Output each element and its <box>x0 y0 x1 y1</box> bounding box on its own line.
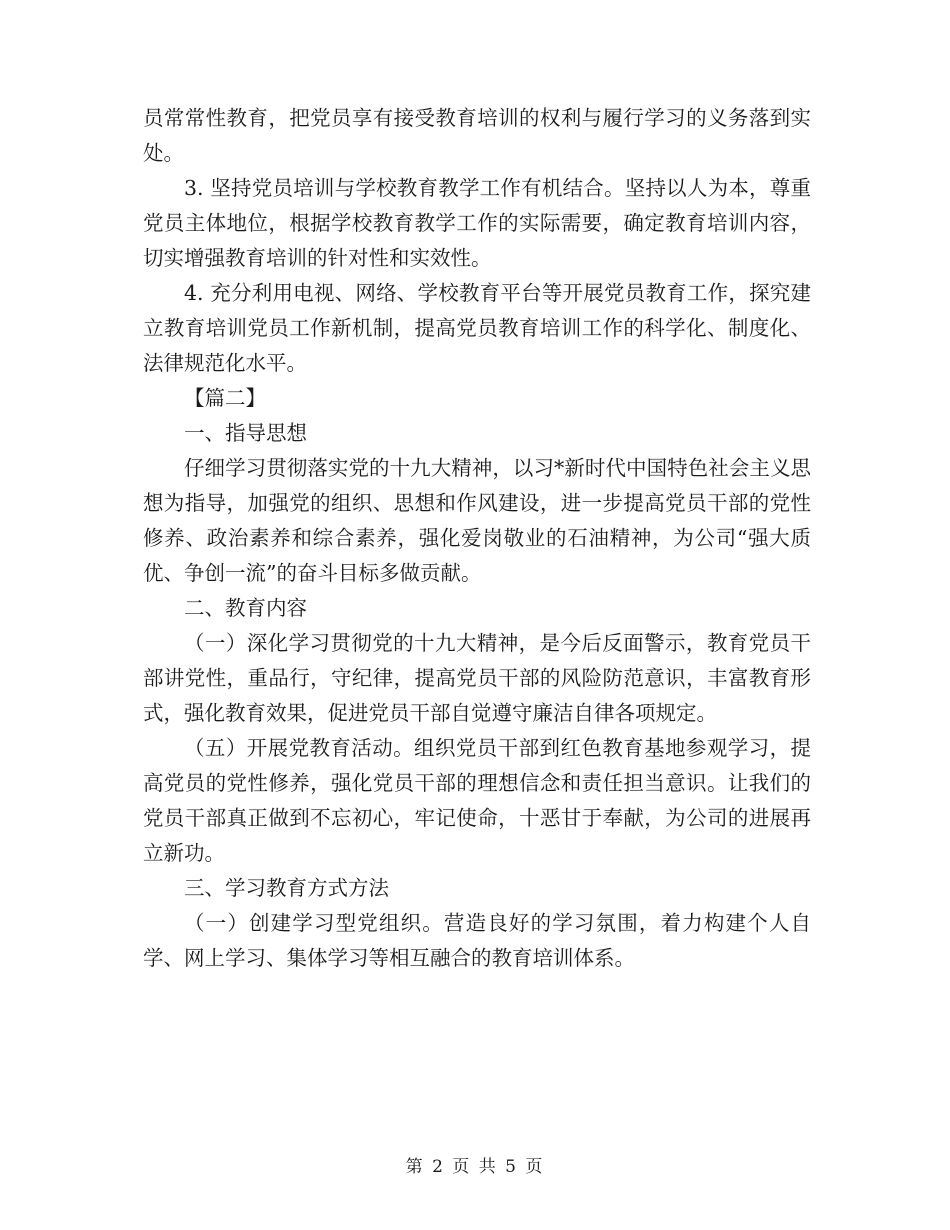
heading-study-methods: 三、学习教育方式方法 <box>184 876 389 900</box>
paragraph-1: 员常常性教育，把党员享有接受教育培训的权利与履行学习的义务落到实处。 <box>143 106 811 165</box>
paragraph-guiding-ideology: 仔细学习贯彻落实党的十九大精神，以习*新时代中国特色社会主义思想为指导，加强党的组织、思想和作风建设，进一步提高党员干部的党性修养、政治素养和综合素养，强化爱岗敬业的石油精神，为公司“强大质优、争创一流”的奋斗目标多做贡献。 <box>143 456 811 585</box>
section-heading-part-two: 【篇二】 <box>184 386 266 410</box>
paragraph-3: 4. 充分利用电视、网络、学校教育平台等开展党员教育工作，探究建立教育培训党员工作新机制，提高党员教育培训工作的科学化、制度化、法律规范化水平。 <box>143 281 811 375</box>
paragraph-2: 3. 坚持党员培训与学校教育教学工作有机结合。坚持以人为本，尊重党员主体地位，根据学校教育教学工作的实际需要，确定教育培训内容，切实增强教育培训的针对性和实效性。 <box>143 176 811 270</box>
paragraph-content-item-5: （五）开展党教育活动。组织党员干部到红色教育基地参观学习，提高党员的党性修养，强化党员干部的理想信念和责任担当意识。让我们的党员干部真正做到不忘初心，牢记使命，十恶甘于奉献，为公司的进展再立新功。 <box>143 736 811 865</box>
heading-education-content: 二、教育内容 <box>184 596 307 620</box>
heading-guiding-ideology: 一、指导思想 <box>184 421 307 445</box>
document-body <box>143 101 811 976</box>
paragraph-content-item-1: （一）深化学习贯彻党的十九大精神，是今后反面警示，教育党员干部讲党性，重品行，守纪律，提高党员干部的风险防范意识，丰富教育形式，强化教育效果，促进党员干部自觉遵守廉洁自律各项规定。 <box>143 631 811 725</box>
page-number-footer: 第 2 页 共 5 页 <box>405 1157 545 1177</box>
paragraph-method-item-1: （一）创建学习型党组织。营造良好的学习氛围，着力构建个人自学、网上学习、集体学习等相互融合的教育培训体系。 <box>143 911 811 970</box>
